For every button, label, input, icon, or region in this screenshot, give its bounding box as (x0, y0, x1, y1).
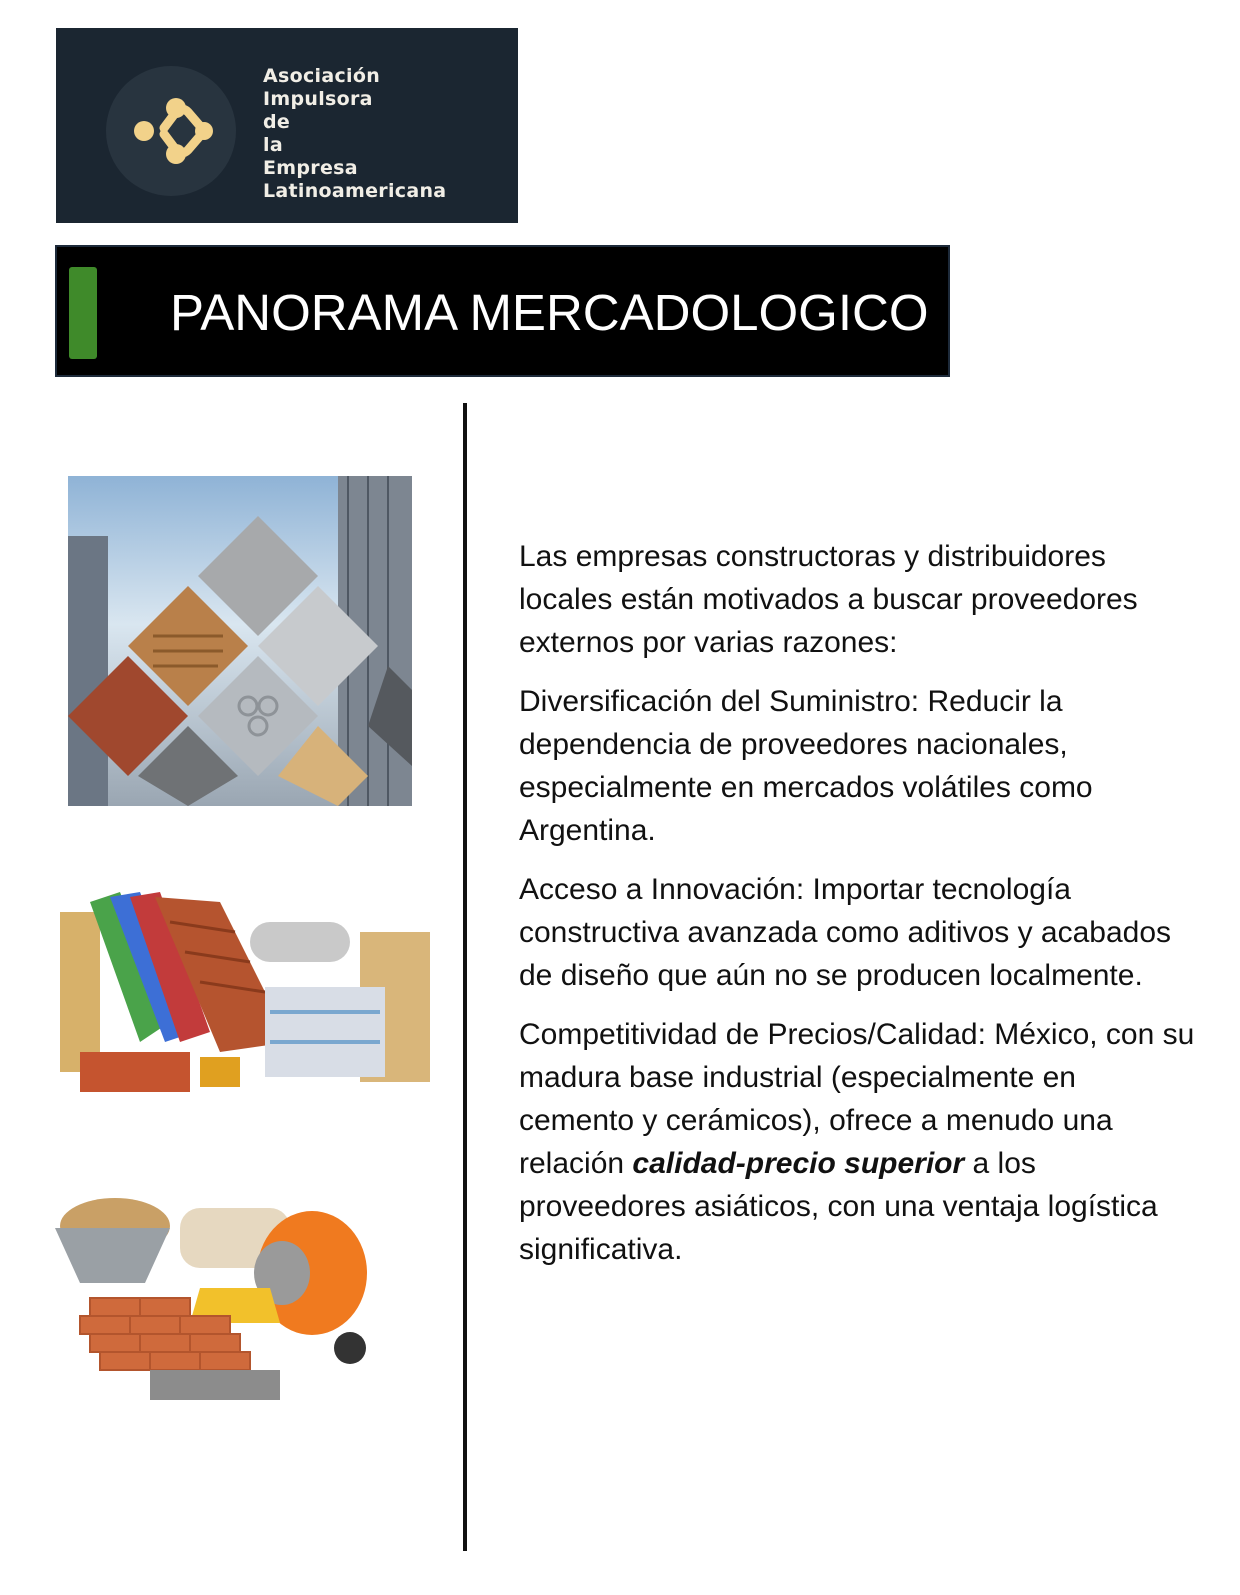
paragraph-supply-diversification: Diversificación del Suministro: Reducir la dependencia de proveedores nacionales, especialmente en mercados volátiles como Argentina. (519, 685, 1093, 847)
logo-line: la (263, 134, 283, 156)
logo-line: Empresa (263, 157, 358, 179)
paragraph-text: Competitividad de Precios/Calidad: México, con su madura base industrial (especialmente en cemento y cerámicos), ofrece a menudo una relación (519, 1018, 1195, 1180)
paragraph-innovation-access: Acceso a Innovación: Importar tecnología constructiva avanzada como aditivos y acabados de diseño que aún no se producen localmente. (519, 873, 1172, 992)
paragraph-price-competitiveness (519, 1013, 1199, 1271)
logo-wordmark (263, 65, 446, 203)
banner-accent-bar (69, 267, 97, 359)
network-icon (106, 66, 236, 196)
page-title: PANORAMA MERCADOLOGICO (170, 284, 929, 341)
logo-line: de (263, 111, 291, 133)
main-text (519, 535, 1199, 1287)
intro-paragraph: Las empresas constructoras y distribuidores locales están motivados a buscar proveedores externos por varias razones: (519, 540, 1138, 659)
logo-line: Asociación (263, 65, 381, 87)
emphasis-text: calidad-precio superior (632, 1147, 965, 1180)
column-divider (463, 403, 467, 1551)
building-materials-assortment-image (60, 892, 430, 1100)
logo-line: Impulsora (263, 88, 373, 110)
paragraph-text: a los proveedores asiáticos, con una ventaja logística significativa. (519, 1147, 1158, 1266)
title-banner (55, 245, 950, 377)
logo-emblem (106, 66, 236, 196)
logo-line: Latinoamericana (263, 180, 447, 202)
construction-materials-collage-image (68, 476, 412, 806)
construction-tools-and-bricks-image (50, 1188, 422, 1408)
organization-logo (56, 28, 518, 223)
